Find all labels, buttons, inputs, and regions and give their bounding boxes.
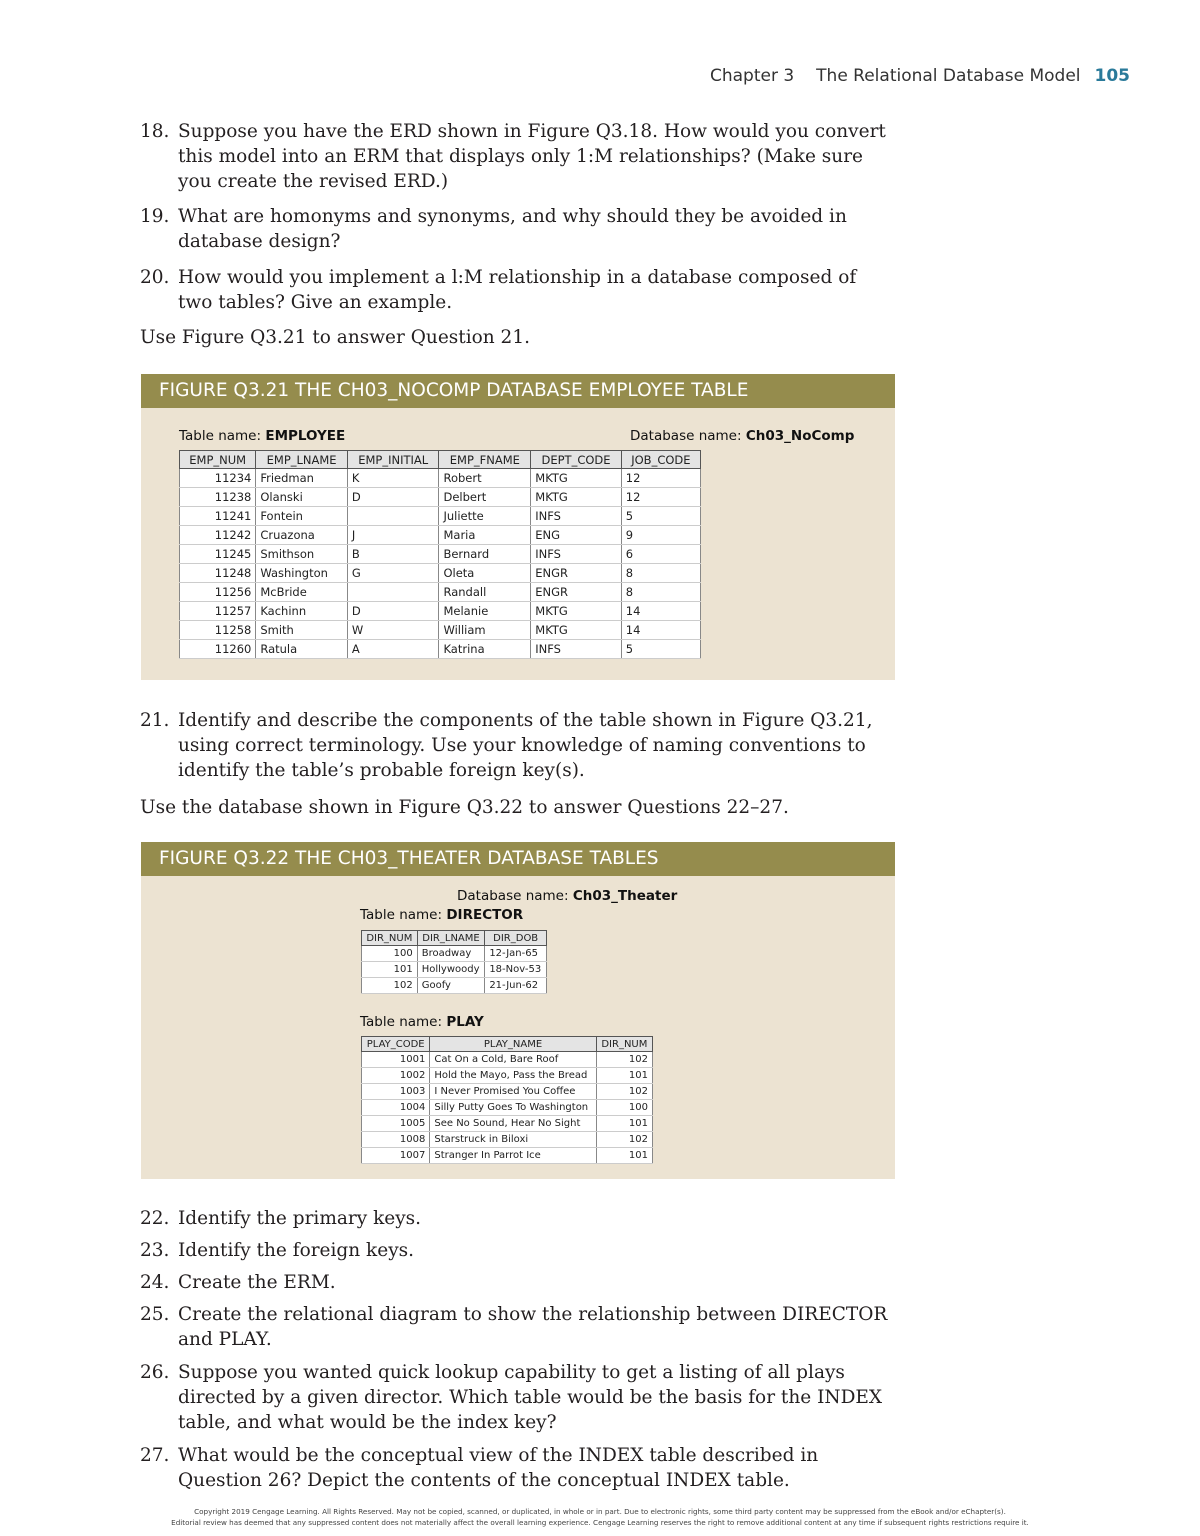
table-cell: Katrina (439, 640, 531, 659)
figure-q3-22-title: FIGURE Q3.22 THE CH03_THEATER DATABASE TABLES (141, 842, 895, 876)
table-cell: McBride (256, 583, 348, 602)
column-header: EMP_FNAME (439, 451, 531, 469)
table-cell: Hold the Mayo, Pass the Bread (430, 1068, 596, 1084)
table-cell: 6 (621, 545, 700, 564)
table-cell: G (347, 564, 439, 583)
table-cell: Maria (439, 526, 531, 545)
table-cell: ENGR (531, 564, 622, 583)
table-cell: MKTG (531, 469, 622, 488)
table-cell: B (347, 545, 439, 564)
table-row (362, 978, 547, 994)
chapter-label: Chapter 3 (709, 66, 795, 86)
column-header: DIR_NUM (596, 1037, 652, 1052)
table-cell: Cat On a Cold, Bare Roof (430, 1052, 596, 1068)
column-header: DIR_DOB (485, 931, 547, 946)
table-cell: Fontein (256, 507, 348, 526)
table-cell: 12-Jan-65 (485, 946, 547, 962)
table-cell: 11258 (180, 621, 256, 640)
table-cell: INFS (531, 545, 622, 564)
table-row (362, 1068, 653, 1084)
table-cell: Bernard (439, 545, 531, 564)
table-cell: Goofy (417, 978, 485, 994)
table-cell: MKTG (531, 602, 622, 621)
table-cell: D (347, 488, 439, 507)
table-row (180, 526, 701, 545)
employee-table-label: Table name: EMPLOYEE (179, 428, 346, 444)
column-header: PLAY_CODE (362, 1037, 430, 1052)
table-cell: 11256 (180, 583, 256, 602)
table-cell: 11242 (180, 526, 256, 545)
table-cell: 101 (596, 1116, 652, 1132)
column-header: DEPT_CODE (531, 451, 622, 469)
table-row (362, 1132, 653, 1148)
use-figure-q3-22-text: Use the database shown in Figure Q3.22 to answer Questions 22–27. (140, 797, 789, 818)
table-cell: 11234 (180, 469, 256, 488)
table-cell: 102 (362, 978, 418, 994)
table-cell: ENG (531, 526, 622, 545)
table-cell: Silly Putty Goes To Washington (430, 1100, 596, 1116)
table-cell (347, 507, 439, 526)
table-cell: 100 (596, 1100, 652, 1116)
figure-q3-21-title: FIGURE Q3.21 THE CH03_NOCOMP DATABASE EMPLOYEE TABLE (141, 374, 895, 408)
question-24: 24. Create the ERM. (140, 1272, 336, 1293)
table-cell: Kachinn (256, 602, 348, 621)
figure-q3-22 (141, 842, 895, 1179)
running-header (710, 66, 1130, 86)
play-table (361, 1036, 653, 1164)
play-table-label: Table name: PLAY (360, 1014, 484, 1030)
table-cell: 8 (621, 564, 700, 583)
table-cell: Smithson (256, 545, 348, 564)
table-cell: See No Sound, Hear No Sight (430, 1116, 596, 1132)
table-cell: Smith (256, 621, 348, 640)
table-cell: 18-Nov-53 (485, 962, 547, 978)
table-row (180, 602, 701, 621)
table-cell: Delbert (439, 488, 531, 507)
question-19: 19. What are homonyms and synonyms, and why should they be avoided in database design? (140, 206, 847, 252)
question-25: 25. Create the relational diagram to show the relationship between DIRECTOR and PLAY. (140, 1304, 888, 1350)
table-cell: 102 (596, 1084, 652, 1100)
table-cell: 11238 (180, 488, 256, 507)
table-cell: 11260 (180, 640, 256, 659)
theater-database-label: Database name: Ch03_Theater (457, 888, 678, 904)
table-cell: 1001 (362, 1052, 430, 1068)
table-cell: William (439, 621, 531, 640)
table-cell: Stranger In Parrot Ice (430, 1148, 596, 1164)
table-cell: 11248 (180, 564, 256, 583)
table-cell: Starstruck in Biloxi (430, 1132, 596, 1148)
column-header: DIR_NUM (362, 931, 418, 946)
table-cell: Ratula (256, 640, 348, 659)
table-cell: 8 (621, 583, 700, 602)
table-row (362, 1116, 653, 1132)
table-cell: ENGR (531, 583, 622, 602)
copyright-footer: Copyright 2019 Cengage Learning. All Rights Reserved. May not be copied, scanned, or duplicated, in whole or in part. Due to electronic rights, some third party content may be suppressed from the eBook and/or eChapter(s). Editorial review has deemed that any suppressed content does not materially affect the overall learning experience. Cengage Learning reserves the right to remove additional content at any time if subsequent rights restrictions require it. (171, 1507, 1029, 1527)
table-cell: 21-Jun-62 (485, 978, 547, 994)
table-cell: INFS (531, 507, 622, 526)
figure-q3-21 (141, 374, 895, 680)
column-header: PLAY_NAME (430, 1037, 596, 1052)
table-cell: 9 (621, 526, 700, 545)
table-row (180, 621, 701, 640)
table-cell: Oleta (439, 564, 531, 583)
table-cell: K (347, 469, 439, 488)
column-header: JOB_CODE (621, 451, 700, 469)
table-cell: W (347, 621, 439, 640)
table-cell: Washington (256, 564, 348, 583)
question-23: 23. Identify the foreign keys. (140, 1240, 415, 1261)
table-cell: 101 (596, 1148, 652, 1164)
table-cell: Juliette (439, 507, 531, 526)
table-row (180, 507, 701, 526)
table-row (180, 469, 701, 488)
table-cell: Randall (439, 583, 531, 602)
question-22: 22. Identify the primary keys. (140, 1208, 422, 1229)
table-cell: 102 (596, 1052, 652, 1068)
table-cell: 1007 (362, 1148, 430, 1164)
table-cell: Cruazona (256, 526, 348, 545)
page-number: 105 (1094, 66, 1130, 86)
table-cell: Melanie (439, 602, 531, 621)
table-row (362, 1148, 653, 1164)
table-cell: 1005 (362, 1116, 430, 1132)
column-header: EMP_INITIAL (347, 451, 439, 469)
table-cell: 11241 (180, 507, 256, 526)
table-cell: 11245 (180, 545, 256, 564)
table-cell: 1004 (362, 1100, 430, 1116)
table-cell: 14 (621, 602, 700, 621)
table-cell: 12 (621, 469, 700, 488)
table-cell: MKTG (531, 621, 622, 640)
table-cell: Friedman (256, 469, 348, 488)
column-header: EMP_NUM (180, 451, 256, 469)
question-20: 20. How would you implement a l:M relationship in a database composed of two tables? Give an example. (140, 267, 857, 313)
nocomp-database-label: Database name: Ch03_NoComp (630, 428, 855, 444)
employee-table (179, 450, 701, 659)
table-cell: A (347, 640, 439, 659)
table-cell: 5 (621, 640, 700, 659)
table-row (362, 1052, 653, 1068)
table-cell: D (347, 602, 439, 621)
table-cell: Robert (439, 469, 531, 488)
chapter-title: The Relational Database Model (816, 66, 1081, 86)
table-row (362, 962, 547, 978)
table-cell: 12 (621, 488, 700, 507)
director-table-label: Table name: DIRECTOR (360, 907, 524, 923)
table-row (180, 640, 701, 659)
table-cell: Broadway (417, 946, 485, 962)
table-cell: 5 (621, 507, 700, 526)
table-cell: 100 (362, 946, 418, 962)
table-row (180, 488, 701, 507)
table-cell (347, 583, 439, 602)
table-cell: 101 (362, 962, 418, 978)
question-27: 27. What would be the conceptual view of the INDEX table described in Question 26? Depict the contents of the conceptual INDEX table. (140, 1445, 819, 1491)
table-row (180, 545, 701, 564)
table-cell: 101 (596, 1068, 652, 1084)
table-cell: INFS (531, 640, 622, 659)
table-cell: 102 (596, 1132, 652, 1148)
use-figure-q3-21-text: Use Figure Q3.21 to answer Question 21. (140, 327, 530, 348)
table-cell: MKTG (531, 488, 622, 507)
table-cell: Olanski (256, 488, 348, 507)
table-cell: 1003 (362, 1084, 430, 1100)
table-row (362, 1100, 653, 1116)
table-cell: 11257 (180, 602, 256, 621)
column-header: DIR_LNAME (417, 931, 485, 946)
table-cell: I Never Promised You Coffee (430, 1084, 596, 1100)
question-26: 26. Suppose you wanted quick lookup capability to get a listing of all plays directed by a given director. Which table would be the basis for the INDEX table, and what would be the index key? (140, 1362, 883, 1433)
column-header: EMP_LNAME (256, 451, 348, 469)
table-row (362, 946, 547, 962)
director-table (361, 930, 547, 994)
table-cell: 1002 (362, 1068, 430, 1084)
question-21: 21. Identify and describe the components of the table shown in Figure Q3.21, using correct terminology. Use your knowledge of naming conventions to identify the table’s probable foreign key(s). (140, 710, 873, 781)
table-cell: J (347, 526, 439, 545)
table-cell: 1008 (362, 1132, 430, 1148)
table-cell: 14 (621, 621, 700, 640)
table-row (180, 564, 701, 583)
table-row (180, 583, 701, 602)
question-18: 18. Suppose you have the ERD shown in Figure Q3.18. How would you convert this model into an ERM that displays only 1:M relationships? (Make sure you create the revised ERD.) (140, 121, 886, 192)
table-row (362, 1084, 653, 1100)
table-cell: Hollywoody (417, 962, 485, 978)
